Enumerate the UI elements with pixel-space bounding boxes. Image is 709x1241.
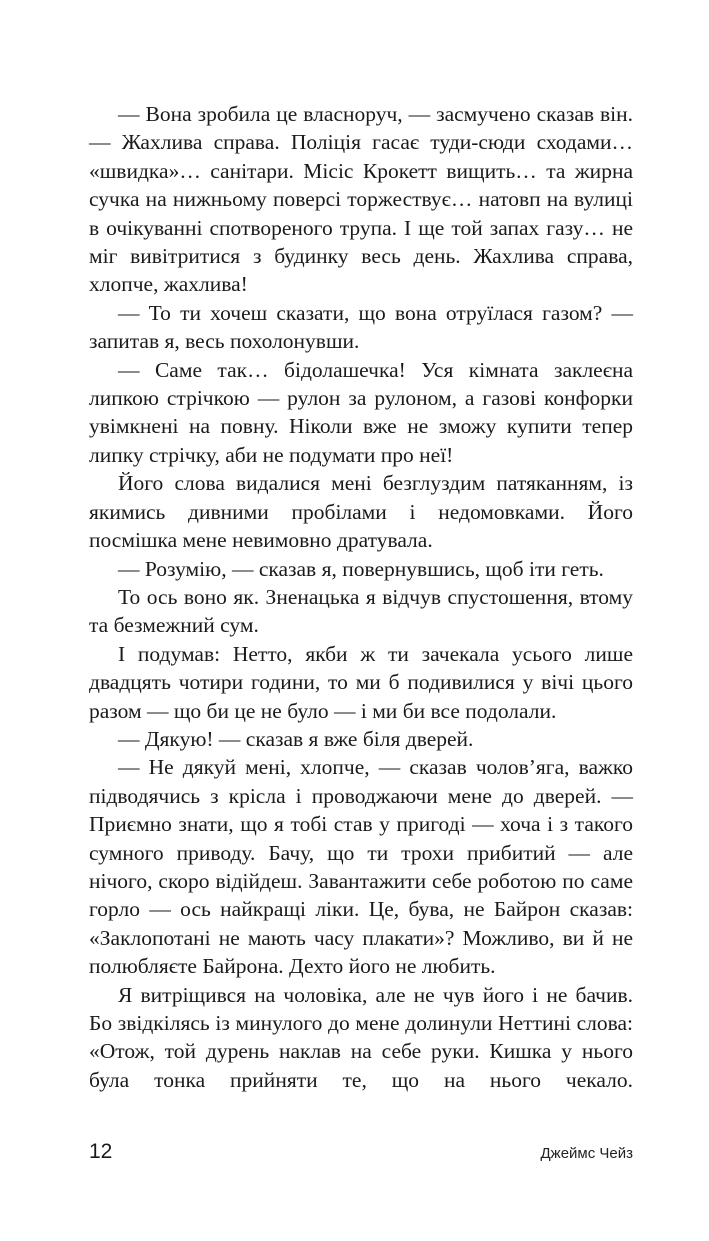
paragraph: І подумав: Нетто, якби ж ти зачекала усього лише двадцять чотири години, то ми б подивилися у вічі цього разом — що би це не було — і ми би все подолали. <box>89 641 633 723</box>
body-text <box>89 100 633 1094</box>
paragraph: — Дякую! — сказав я вже біля дверей. <box>118 726 474 751</box>
paragraph: Я витріщився на чоловіка, але не чув його і не бачив. Бо звідкілясь із минулого до мене долинули Неттині слова: «Отож, той дурень наклав на себе руки. Кишка у нього була тонка прийняти те, що на нього чекало. <box>89 982 633 1092</box>
paragraph: — Розумію, — сказав я, повернувшись, щоб іти геть. <box>118 556 604 581</box>
paragraph: То ось воно як. Зненацька я відчув спустошення, втому та безмежний сум. <box>89 584 633 638</box>
page-footer <box>89 1140 633 1164</box>
page-number: 12 <box>89 1140 113 1163</box>
running-footer-author: Джеймс Чейз <box>540 1145 633 1162</box>
paragraph: — Не дякуй мені, хлопче, — сказав чолов’яга, важко підводячись з крісла і проводжаючи мене до дверей. — Приємно знати, що я тобі став у пригоді — хоча і з такого сумного приводу. Бачу, що ти трохи прибитий — але нічого, скоро відійдеш. Завантажити себе роботою по саме горло — ось найкращі ліки. Це, бува, не Байрон сказав: «Заклопотані не мають часу плакати»? Можливо, ви й не полюбляєте Байрона. Дехто його не любить. <box>89 755 633 979</box>
paragraph: Його слова видалися мені безглуздим патяканням, із якимись дивними пробілами і недомовками. Його посмішка мене невимовно дратувала. <box>89 471 633 553</box>
paragraph: — То ти хочеш сказати, що вона отруїлася газом? — запитав я, весь похолонувши. <box>89 300 633 354</box>
paragraph: — Саме так… бідолашечка! Уся кімната заклеєна липкою стрічкою — рулон за рулоном, а газові конфорки увімкнені на повну. Ніколи вже не зможу купити тепер липку стрічку, аби не подумати про неї! <box>89 357 633 467</box>
paragraph: — Вона зробила це власноруч, — засмучено сказав він. — Жахлива справа. Поліція гасає туди-сюди сходами… «швидка»… санітари. Місіс Крокетт вищить… та жирна сучка на нижньому поверсі торжествує… натовп на вулиці в очікуванні спотвореного трупа. І ще той запах газу… не міг вивітритися з будинку весь день. Жахлива справа, хлопче, жахлива! <box>89 102 633 297</box>
